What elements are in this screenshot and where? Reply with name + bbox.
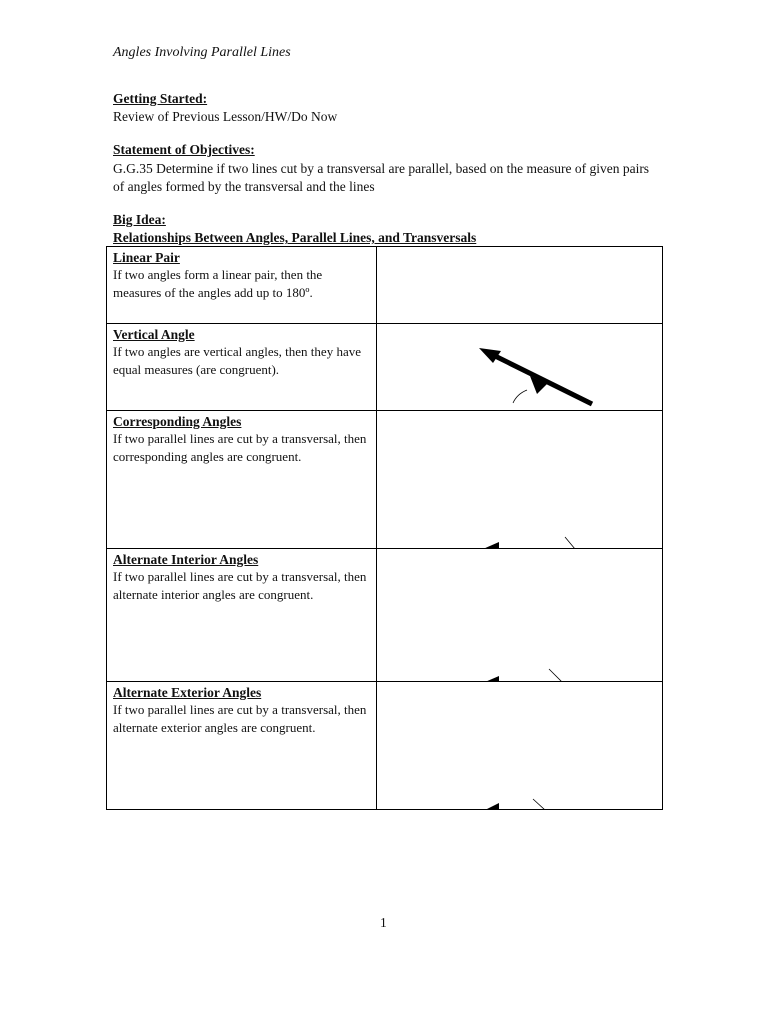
row-text: If two angles form a linear pair, then the measures of the angles add up to 180º. (113, 267, 323, 300)
vertical-angle-figure (377, 324, 663, 411)
table-cell-description (107, 411, 377, 549)
transversal-line (565, 537, 575, 549)
alternate-interior-angles-figure (377, 549, 663, 682)
line-segment (487, 352, 592, 404)
row-title: Linear Pair (113, 250, 180, 265)
arrow-head (485, 803, 499, 810)
document-title: Angles Involving Parallel Lines (113, 45, 291, 60)
objectives-text: G.G.35 Determine if two lines cut by a transversal are parallel, based on the measure of given pairs of angles formed by the transversal and the lines (113, 161, 650, 194)
transversal-line (533, 799, 545, 810)
table-row-vertical-angle (107, 324, 663, 411)
big-idea-heading: Big Idea: (113, 212, 166, 227)
getting-started-text: Review of Previous Lesson/HW/Do Now (113, 109, 338, 124)
table-cell-description (107, 682, 377, 810)
alternate-exterior-angles-figure (377, 682, 663, 810)
table-row-alternate-exterior-angles (107, 682, 663, 810)
row-title: Alternate Interior Angles (113, 552, 259, 567)
getting-started-heading: Getting Started: (113, 91, 208, 106)
arrow-head (479, 348, 501, 363)
transversal-line (549, 669, 562, 682)
table-cell-description (107, 247, 377, 324)
objectives-heading: Statement of Objectives: (113, 142, 255, 157)
table-cell-figure (377, 247, 663, 324)
row-text: If two parallel lines are cut by a transversal, then corresponding angles are congruent. (113, 431, 367, 464)
table-cell-figure (377, 682, 663, 810)
corresponding-angles-figure (377, 411, 663, 549)
table-row-linear-pair (107, 247, 663, 324)
row-text: If two angles are vertical angles, then they have equal measures (are congruent). (113, 344, 361, 377)
row-title: Alternate Exterior Angles (113, 685, 262, 700)
big-idea-subheading: Relationships Between Angles, Parallel Lines, and Transversals (113, 230, 477, 245)
table-row-corresponding-angles (107, 411, 663, 549)
relationships-table (106, 246, 663, 810)
table-cell-figure (377, 411, 663, 549)
row-text: If two parallel lines are cut by a transversal, then alternate interior angles are congruent. (113, 569, 367, 602)
table-row-alternate-interior-angles (107, 549, 663, 682)
row-title: Corresponding Angles (113, 414, 242, 429)
angle-arc (513, 390, 527, 403)
table-cell-description (107, 549, 377, 682)
table-cell-description (107, 324, 377, 411)
table-cell-figure (377, 324, 663, 411)
row-text: If two parallel lines are cut by a transversal, then alternate exterior angles are congruent. (113, 702, 367, 735)
page-number: 1 (380, 915, 387, 930)
row-title: Vertical Angle (113, 327, 195, 342)
table-cell-figure (377, 549, 663, 682)
